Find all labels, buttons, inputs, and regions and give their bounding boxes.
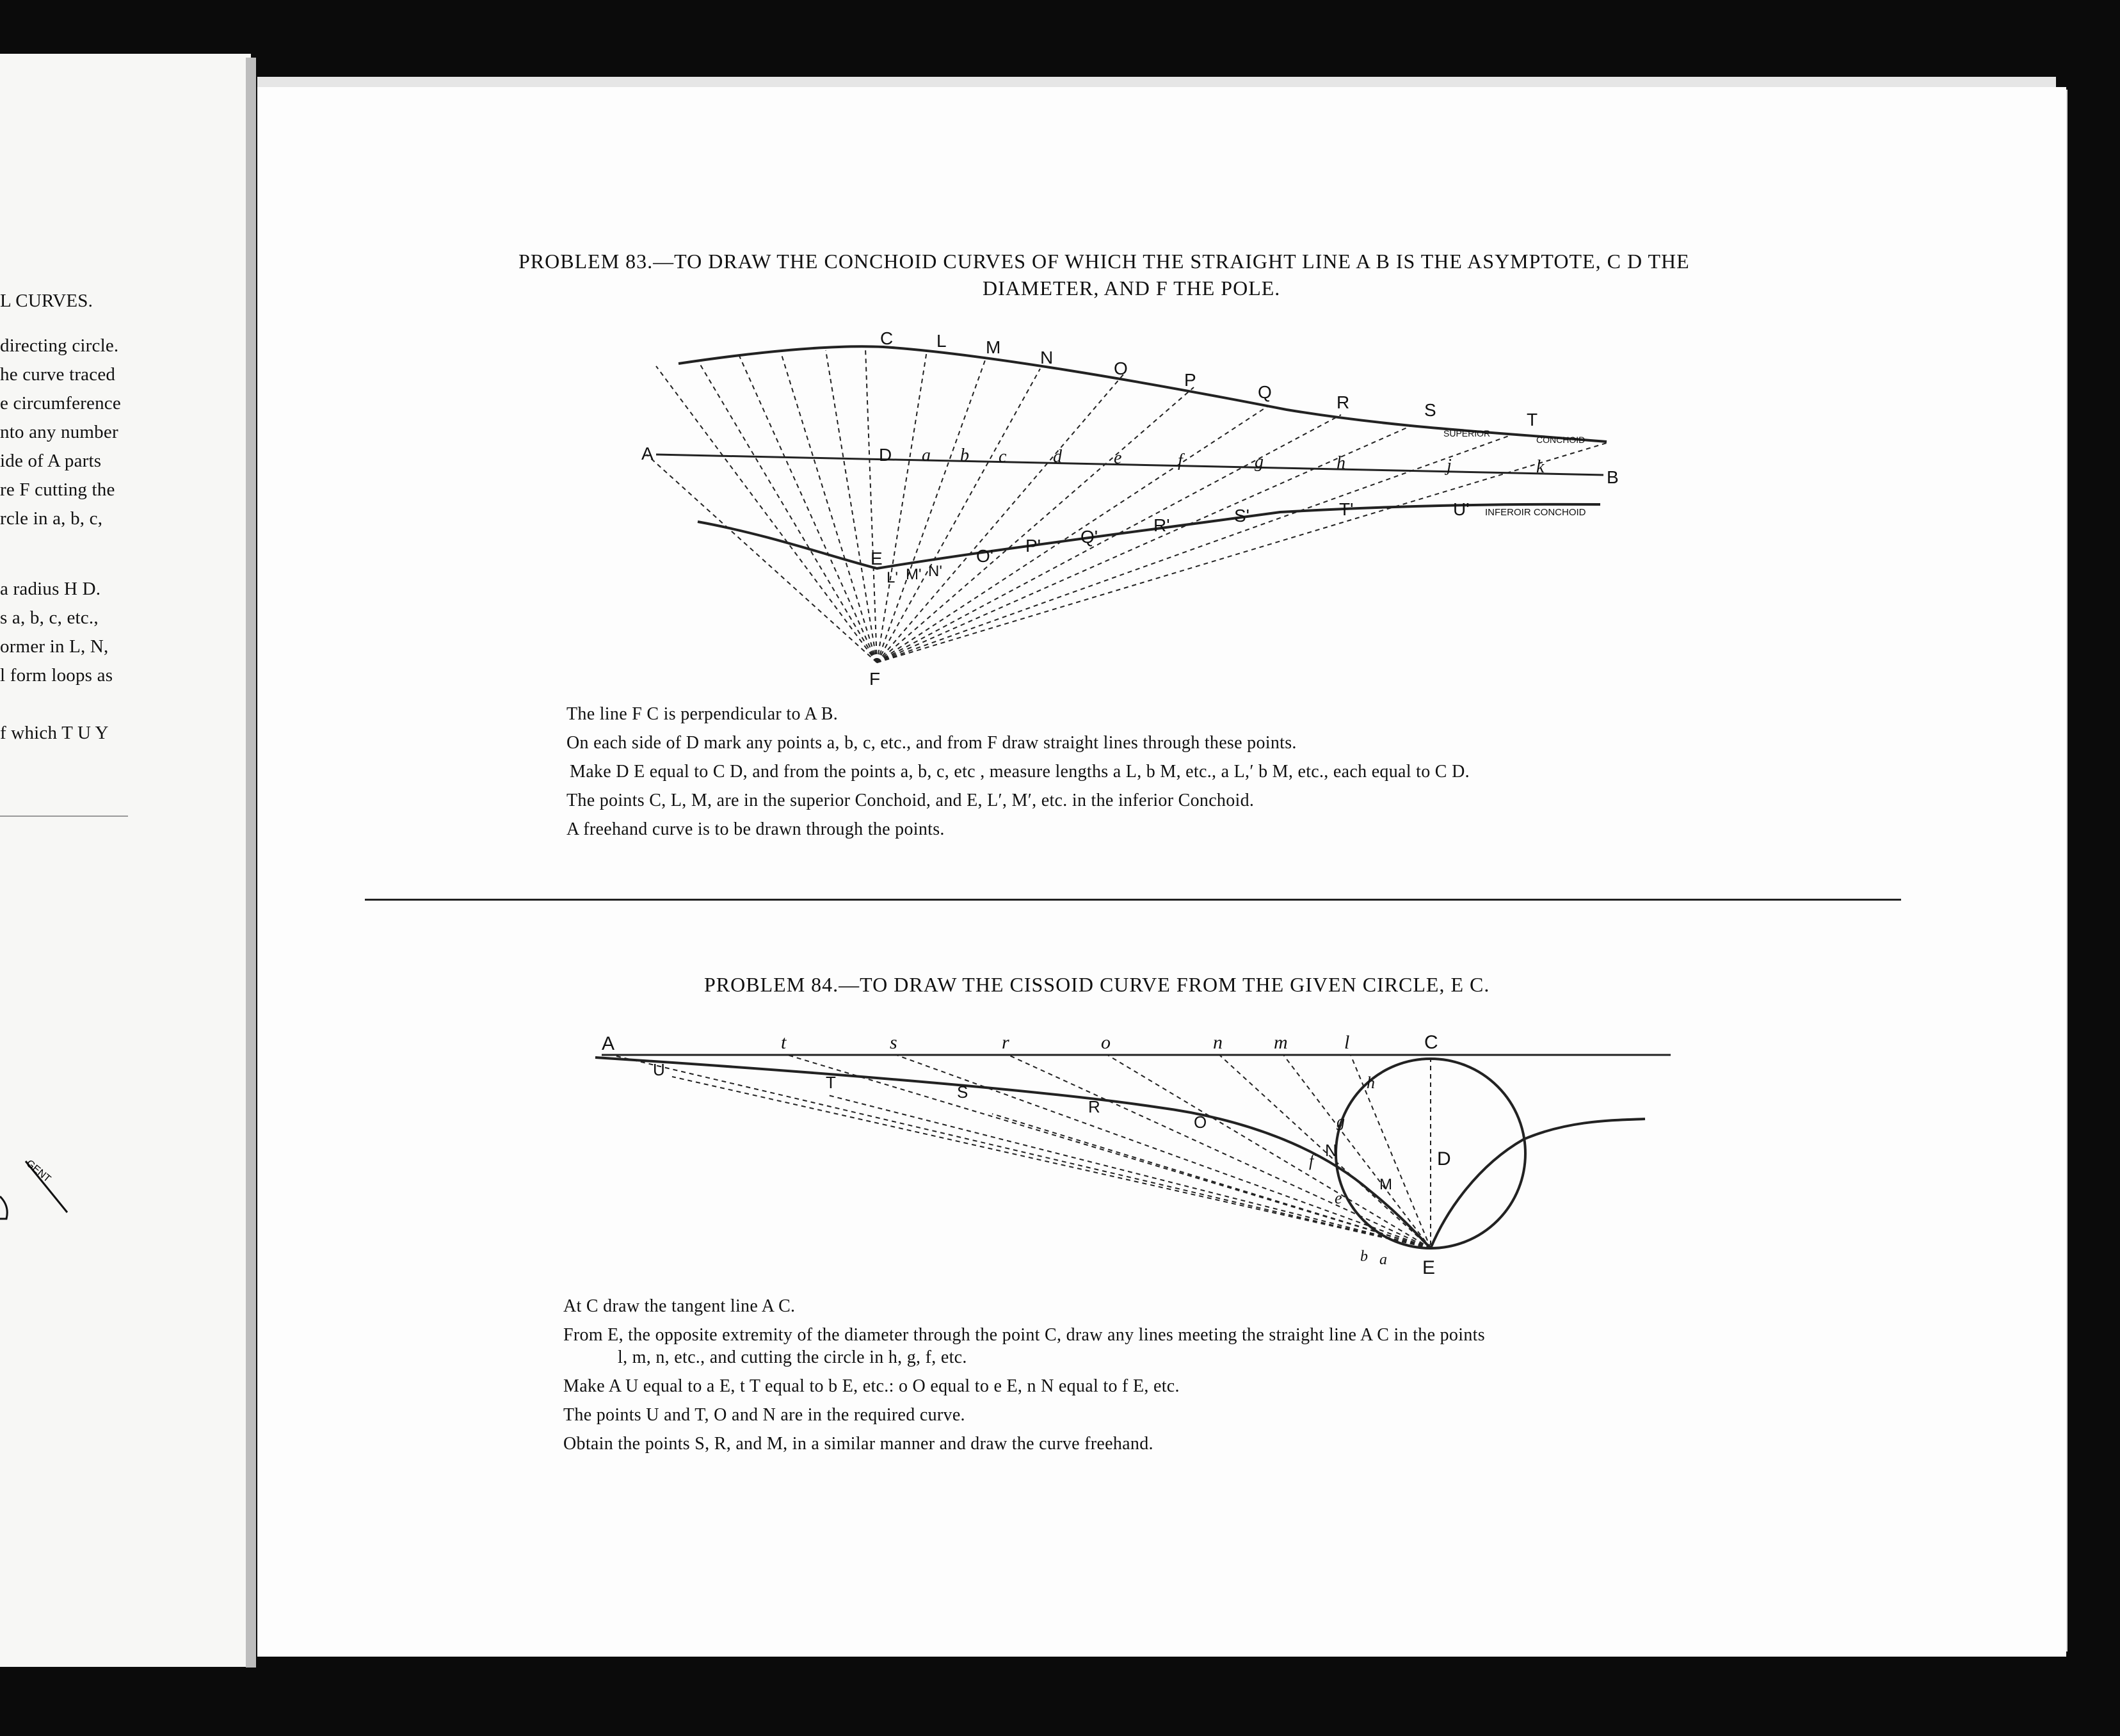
label-C: C [1424,1032,1438,1053]
label-T: T [1527,410,1538,430]
p84-instruction: From E, the opposite extremity of the diameter through the point C, draw any lines meeting the straight line A C in the points [563,1325,1485,1345]
label-M: M [986,337,1001,357]
label-F: F [869,669,881,689]
label-g: g [1337,1112,1345,1130]
label-t: t [781,1032,787,1053]
left-page-line: L CURVES. [0,291,93,311]
label-h: h [1337,453,1345,473]
label-f: f [1309,1152,1314,1170]
left-page-tangent-diagram [0,1142,90,1232]
label-A: A [602,1033,615,1054]
left-page-line: e circumference [0,393,121,414]
p83-instruction: Make D E equal to C D, and from the points a, b, c, etc , measure lengths a L, b M, etc., a L,′ b M, etc., each equal to C D. [570,762,1470,782]
p84-instruction: The points U and T, O and N are in the required curve. [563,1405,965,1425]
label-L-prime: L' [887,569,898,586]
label-N: N [1040,348,1054,367]
asymptote-ab [656,454,1603,475]
label-k: k [1536,457,1545,477]
label-R: R [1088,1097,1100,1116]
problem-83-title: PROBLEM 83.—TO DRAW THE CONCHOID CURVES OF WHICH THE STRAIGHT LINE A B IS THE ASYMPTOTE, C D THE [518,250,1690,273]
label-a: a [1379,1251,1387,1268]
p84-instruction: Obtain the points S, R, and M, in a similar manner and draw the curve freehand. [563,1434,1153,1454]
label-e: e [1335,1189,1342,1207]
label-g: g [1255,452,1264,472]
label-o: o [1101,1032,1111,1053]
label-R: R [1337,392,1350,412]
problem-84-title: PROBLEM 84.—TO DRAW THE CISSOID CURVE FROM THE GIVEN CIRCLE, E C. [704,973,1490,996]
label-E: E [871,549,883,568]
p83-instruction: On each side of D mark any points a, b, c, etc., and from F draw straight lines through these points. [566,733,1297,753]
left-page-line: a radius H D. [0,579,101,599]
label-h: h [1367,1073,1375,1092]
label-M: M [1379,1176,1392,1193]
label-S-prime: S' [1234,506,1250,526]
label-inferior-conchoid: INFEROIR CONCHOID [1485,507,1586,518]
label-P-prime: P' [1025,536,1041,556]
label-O-prime: O' [976,546,994,566]
label-b: b [960,446,969,465]
label-L: L [936,331,947,351]
label-r: r [1002,1032,1009,1053]
label-s: s [890,1032,897,1053]
label-c: c [999,447,1007,467]
label-f: f [1178,451,1183,470]
label-superior: SUPERIOR [1443,428,1491,438]
left-diagram-label: GENT [24,1158,53,1185]
label-U-prime: U' [1453,499,1470,519]
label-superior-conchoid: CONCHOID [1536,435,1586,445]
superior-conchoid-curve [679,346,1607,442]
label-Q-prime: Q' [1080,527,1098,547]
left-page-line: re F cutting the [0,479,115,500]
label-S: S [957,1082,968,1102]
label-A: A [641,444,654,463]
left-page-line: rcle in a, b, c, [0,508,103,529]
label-l: l [1344,1032,1350,1053]
left-page-fragment [0,54,251,1667]
label-e: e [1114,448,1122,468]
p83-instruction: The points C, L, M, are in the superior Conchoid, and E, L′, M′, etc. in the inferior Conchoid. [566,791,1255,810]
cissoid-curve-other-branch [1431,1119,1645,1248]
label-T-prime: T' [1339,499,1354,519]
p84-instruction: Make A U equal to a E, t T equal to b E, etc.: o O equal to e E, n N equal to f E, etc. [563,1376,1180,1396]
label-C: C [880,328,894,348]
label-N: N [1325,1141,1337,1160]
label-P: P [1184,370,1196,390]
label-M-prime: M' [906,566,922,583]
label-D: D [879,445,892,465]
label-T: T [826,1073,836,1092]
label-N-prime: N' [928,563,942,580]
label-a: a [922,446,931,465]
label-R-prime: R' [1153,515,1170,535]
label-d: d [1053,447,1062,467]
label-m: m [1274,1032,1288,1053]
left-page-line: directing circle. [0,335,119,356]
label-Q: Q [1258,382,1272,402]
left-page-line: f which T U Y [0,723,109,743]
label-b: b [1360,1248,1368,1265]
left-page-line: s a, b, c, etc., [0,607,99,628]
left-page-line: ormer in L, N, [0,636,109,657]
problem-83-title-cont: DIAMETER, AND F THE POLE. [983,277,1281,300]
p84-instruction: At C draw the tangent line A C. [563,1296,796,1316]
book-gutter [246,58,256,1668]
label-D: D [1437,1148,1451,1169]
left-page-line: ide of A parts [0,451,102,471]
cissoid-diagram [582,1018,1671,1293]
p83-instruction: The line F C is perpendicular to A B. [566,704,839,724]
label-B: B [1607,467,1619,487]
left-page-line: l form loops as [0,665,113,686]
label-U: U [653,1060,665,1079]
left-page-rule [0,816,128,817]
label-E: E [1422,1257,1436,1278]
label-j: j [1447,456,1452,476]
p84-instruction: l, m, n, etc., and cutting the circle in h, g, f, etc. [618,1347,967,1367]
p83-instruction: A freehand curve is to be drawn through the points. [566,819,945,839]
section-divider [365,899,1901,901]
label-S: S [1424,400,1436,420]
left-page-line: nto any number [0,422,118,442]
label-n: n [1213,1032,1223,1053]
label-O: O [1114,358,1128,378]
label-O: O [1194,1113,1207,1132]
left-page-line: he curve traced [0,364,116,385]
conchoid-diagram [627,320,1639,691]
